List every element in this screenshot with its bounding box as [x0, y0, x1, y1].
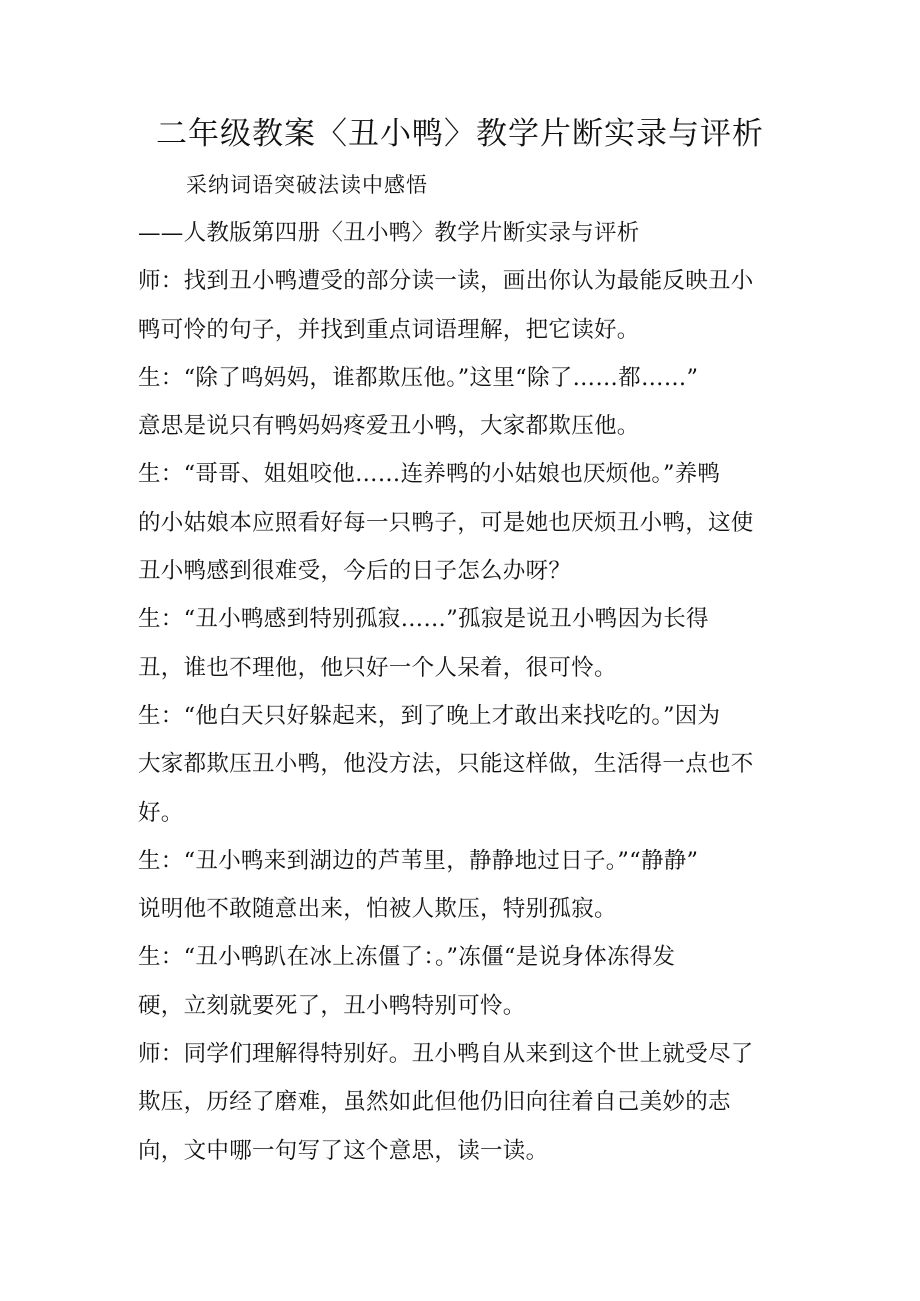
text-line: 师：同学们理解得特别好。丑小鸭自从来到这个世上就受尽了 [138, 1041, 754, 1068]
text-line: 生：“除了鸣妈妈，谁都欺压他。”这里“除了……都……” [138, 364, 699, 391]
text-line: 向，文中哪一句写了这个意思，读一读。 [138, 1137, 549, 1164]
text-line: 生：“丑小鸭趴在冰上冻僵了：。”冻僵“是说身体冻得发 [138, 944, 676, 971]
text-line: 生：“他白天只好躲起来，到了晚上才敢出来找吃的。”因为 [138, 702, 721, 729]
text-line: 好。 [138, 799, 184, 826]
document-subtitle: 采纳词语突破法读中感悟 [186, 173, 428, 197]
text-line: 生：“丑小鸭来到湖边的芦苇里，静静地过日子。”“静静” [138, 847, 699, 874]
text-line: 生：“丑小鸭感到特别孤寂……”孤寂是说丑小鸭因为长得 [138, 606, 709, 633]
text-line: 说明他不敢随意出来，怕被人欺压，特别孤寂。 [138, 896, 617, 923]
text-line: 硬，立刻就要死了，丑小鸭特别可怜。 [138, 992, 526, 1019]
text-line: 生：“哥哥、姐姐咬他……连养鸭的小姑娘也厌烦他。”养鸭 [138, 461, 721, 488]
text-line: 丑小鸭感到很难受，今后的日子怎么办呀？ [138, 558, 572, 585]
document-title: 二年级教案〈丑小鸭〉教学片断实录与评析 [156, 116, 764, 152]
text-line: 师：找到丑小鸭遭受的部分读一读，画出你认为最能反映丑小 [138, 268, 754, 295]
text-line: 的小姑娘本应照看好每一只鸭子，可是她也厌烦丑小鸭，这使 [138, 509, 754, 536]
document-body [138, 216, 772, 1182]
text-line: ——人教版第四册〈丑小鸭〉教学片断实录与评析 [138, 220, 640, 246]
text-line: 大家都欺压丑小鸭，他没方法，只能这样做，生活得一点也不 [138, 751, 754, 778]
text-line: 欺压，历经了磨难，虽然如此但他仍旧向往着自己美妙的志 [138, 1089, 731, 1116]
text-line: 丑，谁也不理他，他只好一个人呆着，很可怜。 [138, 654, 617, 681]
text-line: 鸭可怜的句子，并找到重点词语理解，把它读好。 [138, 316, 640, 343]
text-line: 意思是说只有鸭妈妈疼爱丑小鸭，大家都欺压他。 [138, 413, 640, 440]
